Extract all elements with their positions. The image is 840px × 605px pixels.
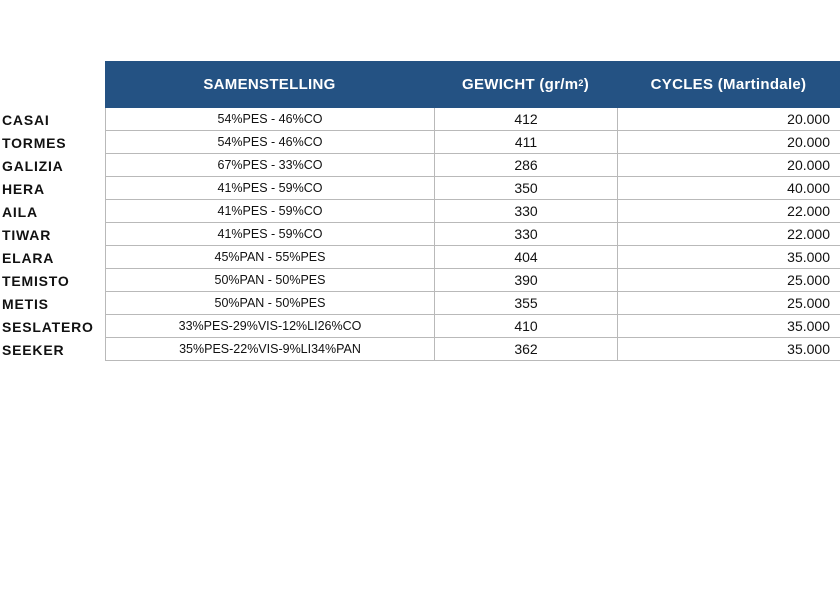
row-weight: 390: [434, 269, 617, 292]
row-cycles: 35.000: [617, 338, 840, 361]
row-cycles: 22.000: [617, 223, 840, 246]
row-cycles: 35.000: [617, 315, 840, 338]
header-composition: SAMENSTELLING: [105, 61, 434, 108]
row-name: ELARA: [2, 249, 55, 266]
table-row: [0, 223, 840, 246]
table-row: [0, 269, 840, 292]
row-composition: 41%PES - 59%CO: [105, 223, 434, 246]
table-row: [0, 200, 840, 223]
table-row: [0, 315, 840, 338]
row-weight: 404: [434, 246, 617, 269]
row-weight: 362: [434, 338, 617, 361]
row-composition: 67%PES - 33%CO: [105, 154, 434, 177]
table-body: [0, 108, 840, 361]
row-name: SESLATERO: [2, 318, 94, 335]
row-cycles: 20.000: [617, 131, 840, 154]
row-name: TEMISTO: [2, 272, 70, 289]
row-cycles: 40.000: [617, 177, 840, 200]
row-weight: 286: [434, 154, 617, 177]
row-cycles: 20.000: [617, 154, 840, 177]
row-name: SEEKER: [2, 341, 65, 358]
row-weight: 350: [434, 177, 617, 200]
table-row: [0, 108, 840, 131]
row-cycles: 20.000: [617, 108, 840, 131]
table-row: [0, 131, 840, 154]
row-cycles: 22.000: [617, 200, 840, 223]
header-weight-prefix: GEWICHT (gr/m: [461, 76, 579, 93]
table-row: [0, 177, 840, 200]
row-name: AILA: [2, 203, 38, 220]
table-row: [0, 292, 840, 315]
row-composition: 54%PES - 46%CO: [105, 131, 434, 154]
row-name: TIWAR: [2, 226, 52, 243]
row-name: CASAI: [2, 111, 50, 128]
row-cycles: 25.000: [617, 269, 840, 292]
fabric-spec-table: [0, 61, 840, 361]
table-row: [0, 154, 840, 177]
row-weight: 330: [434, 200, 617, 223]
table-row: [0, 246, 840, 269]
row-weight: 410: [434, 315, 617, 338]
header-weight: [434, 61, 617, 108]
row-name: HERA: [2, 180, 45, 197]
row-weight: 412: [434, 108, 617, 131]
row-composition: 54%PES - 46%CO: [105, 108, 434, 131]
row-composition: 50%PAN - 50%PES: [105, 292, 434, 315]
row-composition: 41%PES - 59%CO: [105, 177, 434, 200]
row-cycles: 25.000: [617, 292, 840, 315]
table-header-row: [0, 61, 840, 108]
header-weight-suffix: ): [583, 76, 589, 93]
row-cycles: 35.000: [617, 246, 840, 269]
table-row: [0, 338, 840, 361]
row-weight: 330: [434, 223, 617, 246]
row-name: METIS: [2, 295, 49, 312]
row-composition: 35%PES-22%VIS-9%LI34%PAN: [105, 338, 434, 361]
row-composition: 41%PES - 59%CO: [105, 200, 434, 223]
row-composition: 33%PES-29%VIS-12%LI26%CO: [105, 315, 434, 338]
row-name: GALIZIA: [2, 157, 64, 174]
row-weight: 411: [434, 131, 617, 154]
header-blank-corner: [0, 61, 105, 108]
header-cycles: CYCLES (Martindale): [617, 61, 840, 108]
row-composition: 50%PAN - 50%PES: [105, 269, 434, 292]
row-name: TORMES: [2, 134, 67, 151]
row-composition: 45%PAN - 55%PES: [105, 246, 434, 269]
header-weight-superscript: 2: [578, 77, 584, 88]
row-weight: 355: [434, 292, 617, 315]
